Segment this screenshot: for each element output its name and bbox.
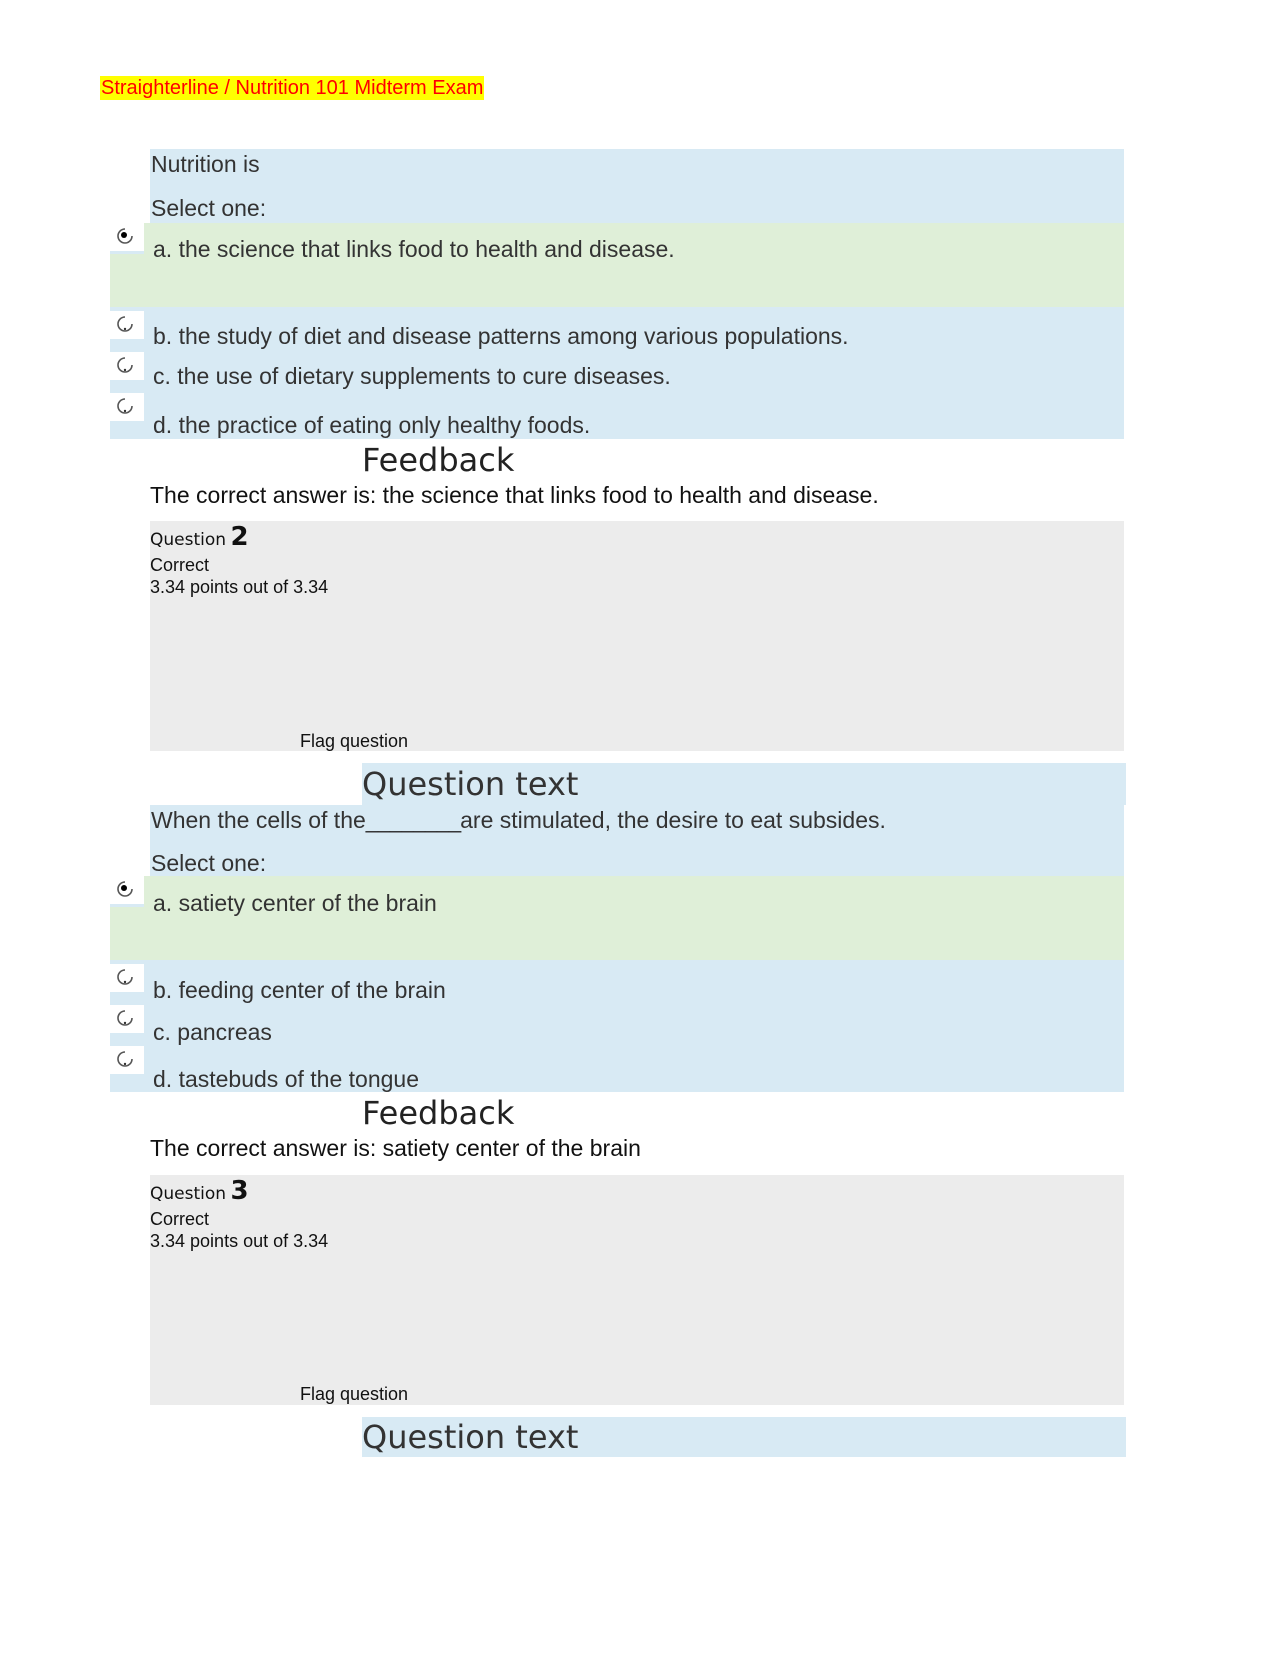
q2-blank: ________ [365, 807, 461, 833]
q3-status: Correct [150, 1209, 210, 1229]
q2-text-title: Question text [362, 765, 579, 803]
q2-points: 3.34 points out of 3.34 [150, 577, 329, 597]
q2-correct-answer: The correct answer is: satiety center of the brain [150, 1135, 641, 1161]
q3-label: Question [150, 1184, 227, 1204]
q2-text-after: are stimulated, the desire to eat subsides. [460, 807, 886, 833]
q2-status: Correct [150, 555, 210, 575]
radio-unchecked-icon [116, 1050, 134, 1068]
radio-checked-icon [116, 227, 134, 245]
q2-text-before: When the cells of the [151, 807, 366, 833]
q2-option-a-row[interactable] [110, 876, 1124, 960]
q1-feedback-title: Feedback [362, 441, 515, 479]
q1-option-a-label[interactable]: a. the science that links food to health and disease. [153, 236, 675, 262]
q2-option-d-label[interactable]: d. tastebuds of the tongue [153, 1066, 419, 1092]
q1-option-b-radio[interactable] [110, 311, 144, 342]
q2-option-d-radio[interactable] [110, 1046, 144, 1077]
q2-label: Question [150, 530, 227, 550]
radio-unchecked-icon [116, 397, 134, 415]
q1-option-a-radio[interactable] [110, 223, 144, 254]
q2-flag-question[interactable]: Flag question [300, 731, 409, 751]
q2-info-block [150, 521, 1124, 751]
q1-option-d-label[interactable]: d. the practice of eating only healthy foods. [153, 412, 591, 438]
q1-question-text: Nutrition is [151, 151, 260, 177]
q2-heading [150, 522, 249, 552]
q3-number: 3 [230, 1176, 249, 1206]
document-title: Straighterline / Nutrition 101 Midterm Exam [101, 77, 484, 99]
q3-points: 3.34 points out of 3.34 [150, 1231, 329, 1251]
q2-feedback-title: Feedback [362, 1094, 515, 1132]
q3-text-title: Question text [362, 1418, 579, 1456]
q3-flag-question[interactable]: Flag question [300, 1384, 409, 1404]
q2-option-c-label[interactable]: c. pancreas [153, 1019, 272, 1045]
q1-option-c-radio[interactable] [110, 352, 144, 383]
q1-select-prompt: Select one: [151, 195, 267, 221]
radio-unchecked-icon [116, 968, 134, 986]
q3-info-block [150, 1175, 1124, 1405]
q2-option-b-radio[interactable] [110, 964, 144, 995]
q2-option-a-label[interactable]: a. satiety center of the brain [153, 890, 437, 916]
q1-question-block [150, 149, 1124, 223]
q1-correct-answer: The correct answer is: the science that links food to health and disease. [150, 482, 879, 508]
q2-select-prompt: Select one: [151, 850, 267, 876]
q1-option-d-radio[interactable] [110, 393, 144, 424]
radio-checked-icon [116, 880, 134, 898]
q1-option-c-label[interactable]: c. the use of dietary supplements to cure diseases. [153, 363, 671, 389]
radio-unchecked-icon [116, 1009, 134, 1027]
q2-option-b-label[interactable]: b. feeding center of the brain [153, 977, 446, 1003]
q3-heading [150, 1176, 249, 1206]
q1-option-b-label[interactable]: b. the study of diet and disease patterns among various populations. [153, 323, 849, 349]
radio-unchecked-icon [116, 315, 134, 333]
q2-question-text [151, 807, 886, 834]
q2-option-c-radio[interactable] [110, 1005, 144, 1036]
q2-number: 2 [230, 522, 249, 552]
q2-option-a-radio[interactable] [110, 876, 144, 907]
radio-unchecked-icon [116, 356, 134, 374]
